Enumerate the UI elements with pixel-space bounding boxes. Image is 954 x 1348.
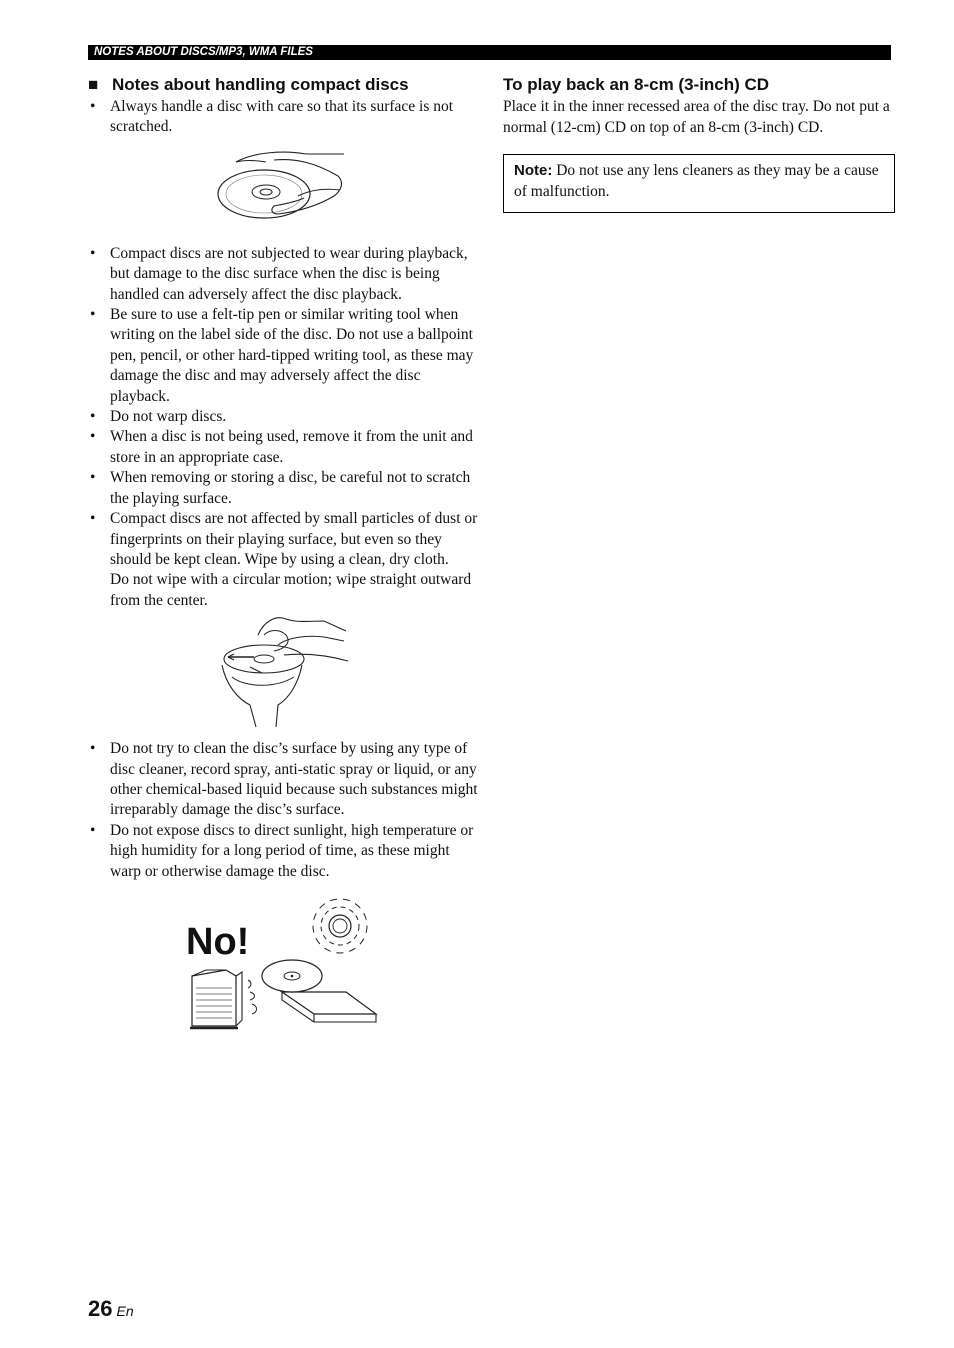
sun-heater-disc-icon bbox=[186, 896, 386, 1036]
page-number bbox=[88, 1296, 134, 1322]
handling-heading bbox=[88, 74, 480, 96]
section-header-bar bbox=[88, 45, 891, 60]
no-warning-label: No! bbox=[186, 920, 250, 963]
handling-list-b bbox=[88, 244, 480, 611]
handling-heading-text: Notes about handling compact discs bbox=[112, 75, 409, 94]
hand-holding-disc-icon bbox=[214, 148, 354, 228]
list-item: • Do not expose discs to direct sunlight, high temperature or high humidity for a long period of time, as these might warp or otherwise damage the disc. bbox=[88, 821, 480, 882]
list-item: • When a disc is not being used, remove it from the unit and store in an appropriate case. bbox=[88, 427, 480, 468]
section-title: NOTES ABOUT DISCS/MP3, WMA FILES bbox=[94, 46, 313, 58]
eight-cm-cd-heading: To play back an 8-cm (3-inch) CD bbox=[503, 75, 770, 94]
list-item: • Do not try to clean the disc’s surface by using any type of disc cleaner, record spray, anti-static spray or liquid, or any other chemical-based liquid because such substances might irreparably damage the disc’s surface. bbox=[88, 739, 480, 821]
disc-wiping-illustration bbox=[88, 615, 480, 733]
page-number-value: 26 bbox=[88, 1296, 113, 1321]
heading-square-marker: ■ bbox=[88, 75, 99, 94]
list-item: • Do not warp discs. bbox=[88, 407, 480, 427]
page-language: En bbox=[116, 1303, 134, 1319]
cleaning-text: Compact discs are not affected by small particles of dust or fingerprints on their playing surface, but even so they should be kept clean. Wipe by using a clean, dry cloth. bbox=[110, 510, 478, 568]
list-item-cleaning bbox=[88, 509, 480, 611]
no-heat-warning-illustration bbox=[88, 896, 480, 1036]
hand-wiping-disc-icon bbox=[214, 615, 354, 729]
note-text: Do not use any lens cleaners as they may be a cause of malfunction. bbox=[514, 162, 879, 200]
list-item: • Always handle a disc with care so that its surface is not scratched. bbox=[88, 97, 480, 138]
eight-cm-cd-text: Place it in the inner recessed area of the disc tray. Do not put a normal (12-cm) CD on top of an 8-cm (3-inch) CD. bbox=[503, 98, 890, 136]
list-item: • Compact discs are not subjected to wear during playback, but damage to the disc surface when the disc is being handled can adversely affect the disc playback. bbox=[88, 244, 480, 305]
left-column bbox=[88, 74, 480, 1036]
disc-holding-illustration bbox=[88, 148, 480, 236]
list-item: • When removing or storing a disc, be careful not to scratch the playing surface. bbox=[88, 468, 480, 509]
cleaning-direction-text: Do not wipe with a circular motion; wipe straight outward from the center. bbox=[110, 571, 472, 609]
handling-list-c bbox=[88, 739, 480, 882]
right-column bbox=[503, 74, 895, 213]
handling-list-a bbox=[88, 97, 480, 138]
list-item: • Be sure to use a felt-tip pen or similar writing tool when writing on the label side of the disc. Do not use a ballpoint pen, pencil, or other hard-tipped writing tool, as these may damage the disc and may adversely affect the disc playback. bbox=[88, 305, 480, 407]
note-label: Note: bbox=[514, 162, 553, 180]
note-box bbox=[503, 154, 895, 213]
